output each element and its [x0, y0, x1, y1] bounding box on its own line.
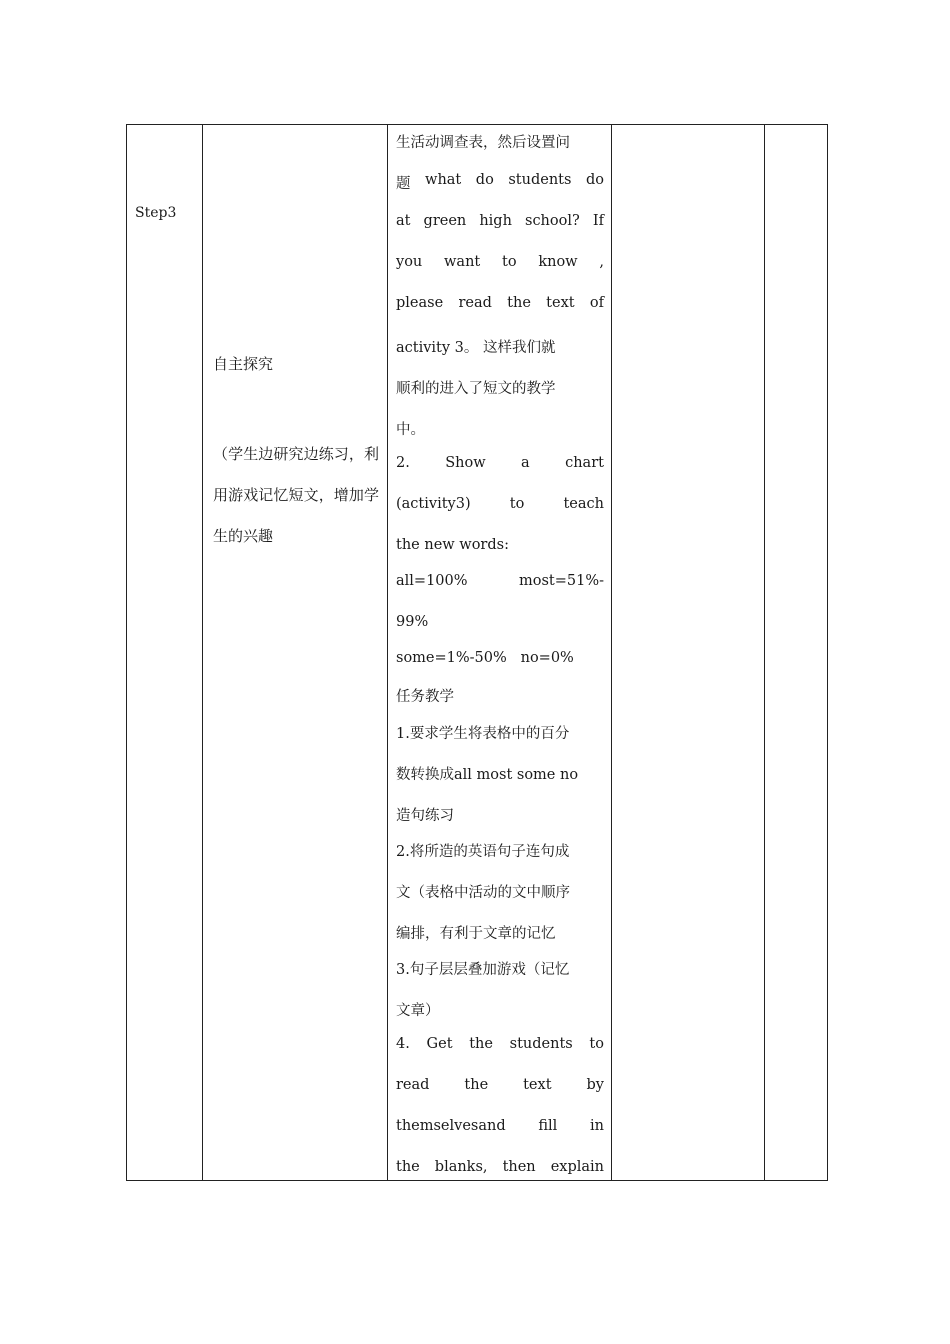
empty-cell [612, 125, 765, 1181]
procedure-line: 数转换成all most some no [396, 767, 579, 783]
procedure-line [396, 295, 604, 311]
procedure-word: do [585, 172, 604, 188]
procedure-word: want [444, 254, 481, 270]
procedure-word: teach [563, 496, 604, 512]
procedure-word: the [507, 295, 531, 311]
procedure-word: 4. [396, 1036, 410, 1052]
procedure-line [396, 1159, 604, 1175]
procedure-word: blanks, [434, 1159, 488, 1175]
procedure-word: text [523, 1077, 552, 1093]
procedure-word: you [396, 254, 423, 270]
procedure-line [396, 1036, 604, 1052]
procedure-line: 99% [396, 614, 429, 630]
procedure-line: 顺利的进入了短文的教学 [396, 381, 556, 397]
procedure-word: read [458, 295, 492, 311]
procedure-word: students [508, 172, 572, 188]
procedure-word: to [589, 1036, 604, 1052]
procedure-word: do [475, 172, 494, 188]
procedure-word: by [586, 1077, 604, 1093]
procedure-word: read [396, 1077, 430, 1093]
procedure-word: chart [565, 455, 604, 471]
procedure-word: to [502, 254, 517, 270]
procedure-line: 文（表格中活动的文中顺序 [396, 885, 570, 901]
procedure-line: 3.句子层层叠加游戏（记忆 [396, 962, 570, 978]
procedure-word: students [509, 1036, 573, 1052]
procedure-line [396, 496, 604, 512]
activity-description: （学生边研究边练习，利用游戏记忆短文，增加学生的兴趣 [213, 445, 379, 545]
procedure-word: school? [525, 213, 580, 229]
procedure-word: themselvesand [396, 1118, 506, 1134]
empty-cell [765, 125, 828, 1181]
procedure-word: text [546, 295, 575, 311]
procedure-word: most=51%- [518, 573, 604, 589]
procedure-line: activity 3。 这样我们就 [396, 340, 556, 356]
procedure-line: some=1%-50% no=0% [396, 650, 574, 666]
procedure-line [396, 1077, 604, 1093]
procedure-word: the [464, 1077, 489, 1093]
step-cell [127, 125, 203, 1181]
procedure-cell [388, 125, 612, 1181]
procedure-line: 文章） [396, 1003, 440, 1019]
procedure-word: what [425, 172, 462, 188]
procedure-word: 2. [396, 455, 410, 471]
procedure-line: 1.要求学生将表格中的百分 [396, 726, 570, 742]
procedure-word: all=100% [396, 573, 468, 589]
activity-title: 自主探究 [213, 355, 274, 373]
procedure-word: at [396, 213, 411, 229]
procedure-line [396, 254, 604, 270]
procedure-line: 编排，有利于文章的记忆 [396, 926, 556, 942]
procedure-word: the [396, 1159, 420, 1175]
procedure-word: If [592, 213, 604, 229]
procedure-line [396, 455, 604, 471]
procedure-line: the new words: [396, 537, 509, 553]
procedure-word: then [502, 1159, 536, 1175]
procedure-word: 题 [396, 176, 411, 192]
activity-cell [203, 125, 388, 1181]
procedure-line: 2.将所造的英语句子连句成 [396, 844, 570, 860]
procedure-word: high [479, 213, 512, 229]
procedure-word: (activity3) [396, 496, 471, 512]
procedure-word: Get [426, 1036, 453, 1052]
procedure-word: the [469, 1036, 493, 1052]
lesson-plan-table [126, 124, 828, 1181]
procedure-word: explain [550, 1159, 604, 1175]
step-label: Step3 [135, 205, 177, 221]
table-row [127, 125, 828, 1181]
procedure-line [396, 1118, 604, 1134]
procedure-line [396, 213, 604, 229]
procedure-word: to [509, 496, 525, 512]
procedure-word: fill [538, 1118, 558, 1134]
procedure-line [396, 172, 604, 193]
procedure-word: please [396, 295, 444, 311]
procedure-word: in [590, 1118, 604, 1134]
procedure-line [396, 573, 604, 589]
procedure-line: 中。 [396, 422, 425, 438]
procedure-word: green [423, 213, 467, 229]
procedure-line: 任务教学 [396, 689, 454, 705]
procedure-word: of [589, 295, 604, 311]
procedure-word: a [521, 455, 530, 471]
procedure-word: , [599, 254, 604, 270]
procedure-line: 生活动调查表，然后设置问 [396, 135, 570, 151]
procedure-word: Show [445, 455, 486, 471]
procedure-line: 造句练习 [396, 808, 454, 824]
procedure-word: know [538, 254, 578, 270]
